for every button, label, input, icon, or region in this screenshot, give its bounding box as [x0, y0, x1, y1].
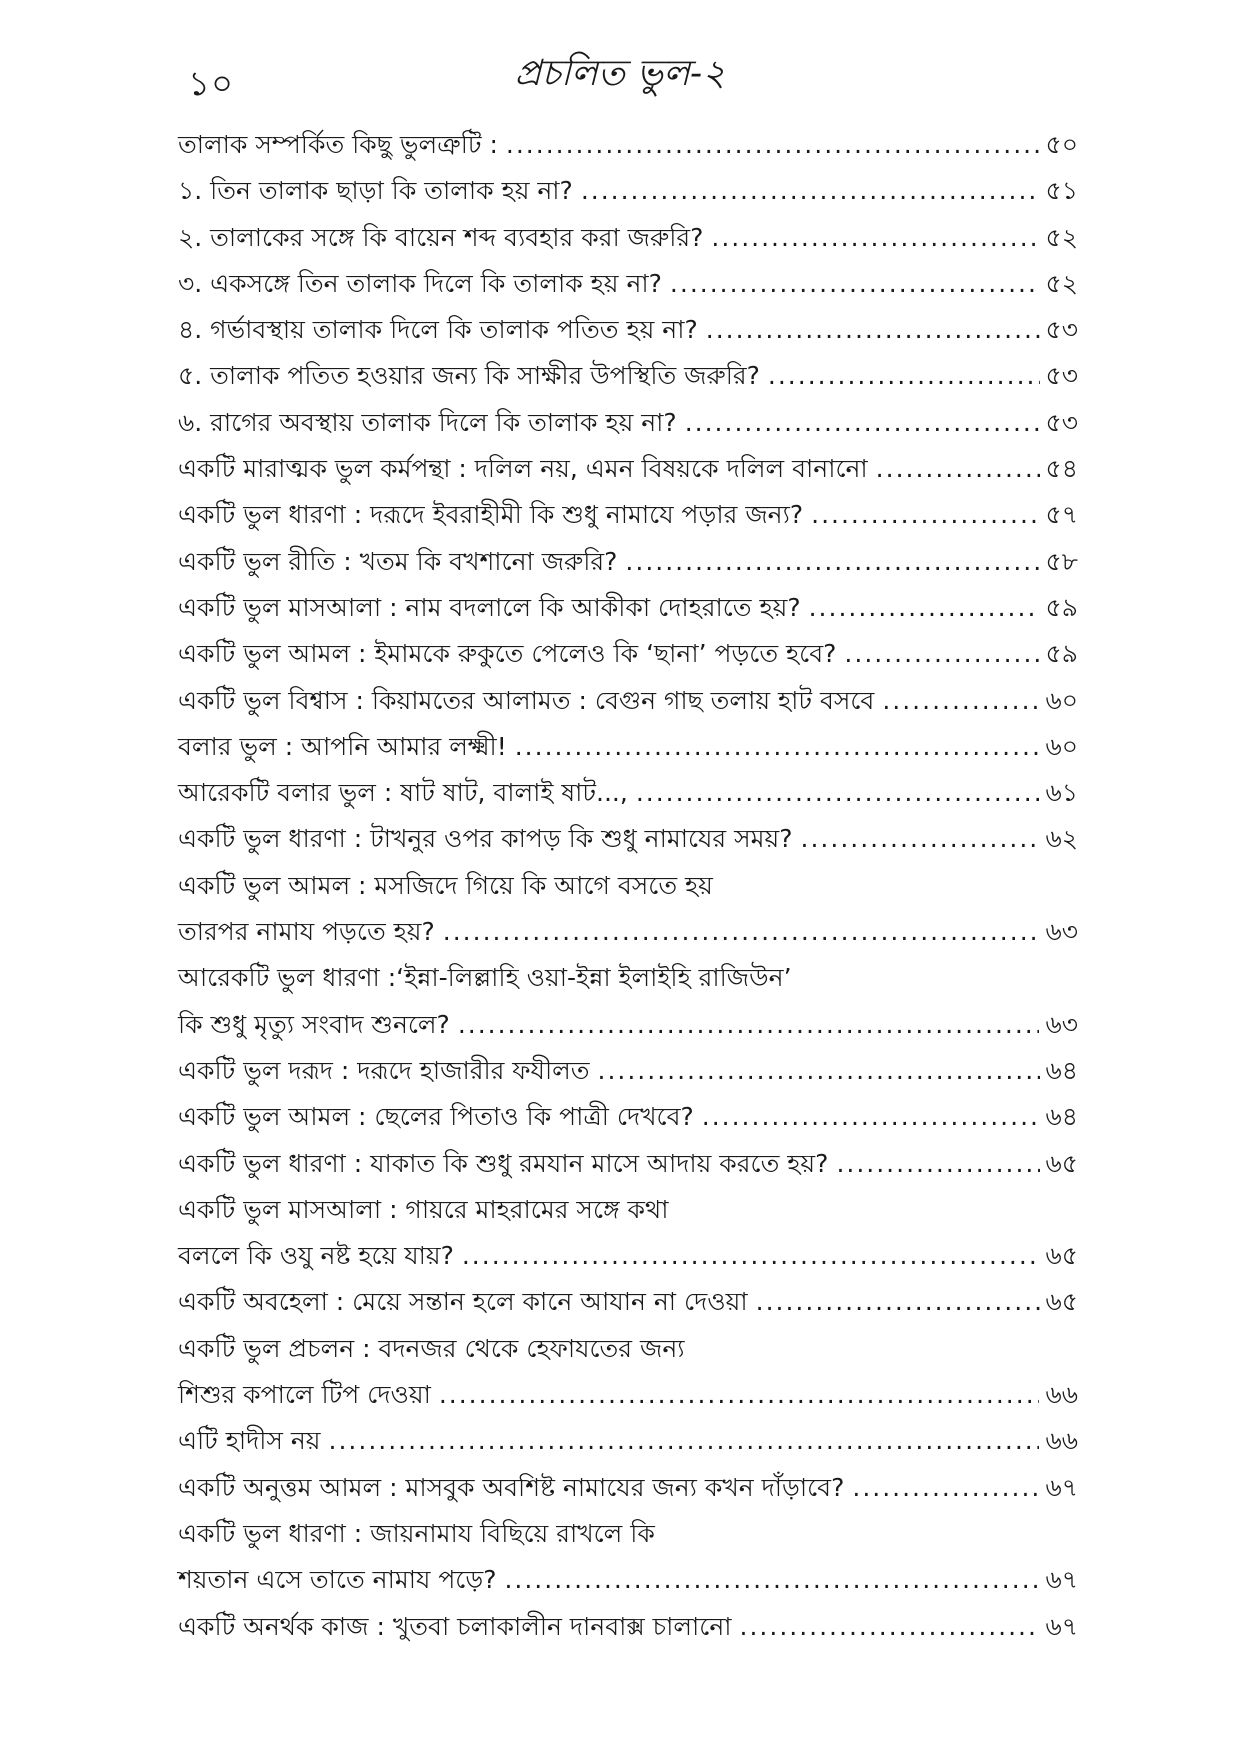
dot-leader [506, 122, 1040, 168]
toc-entry-title: একটি ভুল ধারণা : জায়নামায বিছিয়ে রাখলে কি [178, 1518, 655, 1548]
toc-entry [178, 724, 1078, 770]
toc-entry-page: ৬৩ [1045, 1009, 1078, 1039]
toc-entry [178, 168, 1078, 214]
toc-entry-page: ৬৫ [1045, 1148, 1078, 1178]
page-number: ১০ [188, 64, 235, 104]
toc-entry [178, 631, 1078, 677]
toc-entry-title: একটি ভুল বিশ্বাস : কিয়ামতের আলামত : বেগুন গাছ তলায় হাট বসবে [178, 685, 875, 715]
toc-entry [178, 863, 1078, 909]
toc-entry-title: আরেকটি ভুল ধারণা :‘ইন্না-লিল্লাহি ওয়া-ইন্না ইলাইহি রাজিউন’ [178, 963, 792, 993]
toc-entry-title: একটি অবহেলা : মেয়ে সন্তান হলে কানে আযান না দেওয়া [178, 1287, 748, 1317]
toc-entry-page: ৫১ [1045, 176, 1078, 206]
toc-entry [178, 1557, 1078, 1603]
toc-entry-title: একটি ভুল ধারণা : টাখনুর ওপর কাপড় কি শুধু নামাযের সময়? [178, 824, 793, 854]
toc-entry [178, 1187, 1078, 1233]
toc-entry-page: ৫০ [1045, 130, 1078, 159]
dot-leader [439, 1372, 1040, 1418]
dot-leader [711, 215, 1039, 261]
toc-entry-page: ৬৭ [1045, 1472, 1078, 1502]
toc-entry-title: বললে কি ওযু নষ্ট হয়ে যায়? [178, 1241, 454, 1271]
toc-entry [178, 1002, 1078, 1048]
toc-entry-title: ২. তালাকের সঙ্গে কি বায়েন শব্দ ব্যবহার করা জরুরি? [178, 222, 704, 252]
running-title: প্রচলিত ভুল-২ [514, 53, 726, 94]
toc-entry-title: ৬. রাগের অবস্থায় তালাক দিলে কি তালাক হয় না? [178, 407, 677, 437]
toc-entry-page: ৬০ [1045, 731, 1078, 761]
toc-entry [178, 1141, 1078, 1187]
dot-leader [515, 724, 1040, 770]
dot-leader [768, 353, 1040, 399]
toc-entry [178, 955, 1078, 1001]
toc-entry-title: আরেকটি বলার ভুল : ষাট ষাট, বালাই ষাট..., [178, 778, 628, 808]
toc-entry [178, 446, 1078, 492]
toc-entry-page: ৬৩ [1045, 917, 1078, 947]
toc-entry-title: তারপর নামায পড়তে হয়? [178, 917, 435, 947]
toc-entry-title: ১. তিন তালাক ছাড়া কি তালাক হয় না? [178, 176, 573, 206]
toc-entry-page: ৫৩ [1045, 315, 1078, 345]
toc-entry-title: একটি ভুল ধারণা : যাকাত কি শুধু রমযান মাসে আদায় করতে হয়? [178, 1148, 829, 1178]
dot-leader [636, 770, 1040, 816]
toc-entry-page: ৬২ [1045, 824, 1078, 854]
dot-leader [740, 1604, 1040, 1650]
toc-entry-title: বলার ভুল : আপনি আমার লক্ষ্মী! [178, 731, 507, 761]
toc-entry-title: এটি হাদীস নয় [178, 1426, 321, 1456]
toc-entry [178, 1372, 1078, 1418]
toc-entry-title: একটি ভুল মাসআলা : নাম বদলালে কি আকীকা দোহরাতে হয়? [178, 592, 801, 622]
toc-entry-title: একটি ভুল দরূদ : দরূদে হাজারীর ফযীলত [178, 1055, 590, 1085]
toc-entry [178, 400, 1078, 446]
toc-entry-page: ৫৯ [1045, 639, 1078, 669]
toc-entry-page: ৬৫ [1045, 1241, 1078, 1271]
toc-entry-page: ৬৪ [1045, 1102, 1078, 1132]
toc-entry [178, 816, 1078, 862]
dot-leader [329, 1418, 1040, 1464]
dot-leader [458, 1002, 1040, 1048]
dot-leader [462, 1233, 1040, 1279]
toc-entry-title: একটি অনুত্তম আমল : মাসবুক অবশিষ্ট নামাযের জন্য কখন দাঁড়াবে? [178, 1472, 845, 1502]
dot-leader [504, 1557, 1039, 1603]
dot-leader [876, 446, 1040, 492]
toc-entry [178, 1233, 1078, 1279]
dot-leader [756, 1279, 1040, 1325]
dot-leader [836, 1141, 1039, 1187]
toc-entry [178, 1418, 1078, 1464]
dot-leader [844, 631, 1039, 677]
toc-entry-page: ৬৭ [1045, 1611, 1078, 1641]
toc-entry-page: ৬৫ [1045, 1287, 1078, 1317]
toc-entry-title: ৩. একসঙ্গে তিন তালাক দিলে কি তালাক হয় না? [178, 268, 662, 298]
dot-leader [443, 909, 1040, 955]
toc-entry-page: ৫৩ [1045, 361, 1078, 391]
dot-leader [882, 678, 1039, 724]
toc-entry-page: ৫৭ [1045, 500, 1078, 530]
toc-entry-title: ৪. গর্ভাবস্থায় তালাক দিলে কি তালাক পতিত হয় না? [178, 315, 698, 345]
dot-leader [670, 261, 1040, 307]
toc-entry [178, 215, 1078, 261]
toc-entry [178, 307, 1078, 353]
toc-entry-page: ৫২ [1045, 268, 1078, 298]
dot-leader [581, 168, 1040, 214]
dot-leader [702, 1094, 1040, 1140]
toc-entry-page: ৫৪ [1045, 454, 1078, 484]
toc-entry-page: ৬৬ [1045, 1426, 1078, 1456]
toc-entry-page: ৫২ [1045, 222, 1078, 252]
dot-leader [685, 400, 1040, 446]
dot-leader [801, 816, 1040, 862]
toc-entry [178, 261, 1078, 307]
toc-entry-page: ৫৩ [1045, 407, 1078, 437]
toc-entry-page: ৬৭ [1045, 1565, 1078, 1595]
toc-entry [178, 1326, 1078, 1372]
toc-entry-page: ৫৮ [1045, 546, 1078, 576]
toc-entry-title: কি শুধু মৃত্যু সংবাদ শুনলে? [178, 1009, 450, 1039]
dot-leader [625, 539, 1039, 585]
toc-entry-page: ৬৪ [1045, 1055, 1078, 1085]
toc-entry [178, 1094, 1078, 1140]
toc-entry-title: ৫. তালাক পতিত হওয়ার জন্য কি সাক্ষীর উপস্থিতি জরুরি? [178, 361, 760, 391]
toc-entry-title: একটি ভুল ধারণা : দরূদে ইবরাহীমী কি শুধু নামাযে পড়ার জন্য? [178, 500, 804, 530]
toc-entry [178, 1465, 1078, 1511]
toc-entry [178, 539, 1078, 585]
toc-entry [178, 1048, 1078, 1094]
toc-entry-page: ৫৯ [1045, 592, 1078, 622]
toc-entry [178, 1604, 1078, 1650]
toc-entry [178, 1279, 1078, 1325]
toc-entry [178, 1511, 1078, 1557]
toc-entry [178, 492, 1078, 538]
toc-entry [178, 122, 1078, 168]
toc-entry [178, 585, 1078, 631]
toc-entry-title: একটি ভুল আমল : ইমামকে রুকুতে পেলেও কি ‘ছানা’ পড়তে হবে? [178, 639, 837, 669]
dot-leader [852, 1465, 1039, 1511]
toc-entry-page: ৬০ [1045, 685, 1078, 715]
toc-entry-title: একটি ভুল প্রচলন : বদনজর থেকে হেফাযতের জন্য [178, 1333, 685, 1363]
dot-leader [706, 307, 1040, 353]
dot-leader [809, 585, 1040, 631]
toc-entry [178, 909, 1078, 955]
toc-entry-title: একটি ভুল আমল : মসজিদে গিয়ে কি আগে বসতে হয় [178, 870, 713, 900]
toc-entry-page: ৬৬ [1045, 1380, 1078, 1410]
dot-leader [598, 1048, 1040, 1094]
toc-entry-title: একটি ভুল মাসআলা : গায়রে মাহরামের সঙ্গে কথা [178, 1194, 669, 1224]
toc-entry-page: ৬১ [1045, 778, 1078, 808]
toc-entry-title: একটি ভুল রীতি : খতম কি বখশানো জরুরি? [178, 546, 618, 576]
toc-entry [178, 353, 1078, 399]
toc-entry-title: একটি অনর্থক কাজ : খুতবা চলাকালীন দানবাক্স চালানো [178, 1611, 732, 1641]
toc-entry [178, 770, 1078, 816]
toc-entry-title: তালাক সম্পর্কিত কিছু ভুলত্রুটি : [178, 130, 498, 159]
toc-entry [178, 678, 1078, 724]
toc-entry-title: শয়তান এসে তাতে নামায পড়ে? [178, 1565, 497, 1595]
toc-entry-title: শিশুর কপালে টিপ দেওয়া [178, 1380, 431, 1410]
toc-entry-title: একটি মারাত্মক ভুল কর্মপন্থা : দলিল নয়, এমন বিষয়কে দলিল বানানো [178, 454, 868, 484]
dot-leader [811, 492, 1039, 538]
table-of-contents [178, 122, 1078, 1650]
toc-entry-title: একটি ভুল আমল : ছেলের পিতাও কি পাত্রী দেখবে? [178, 1102, 694, 1132]
